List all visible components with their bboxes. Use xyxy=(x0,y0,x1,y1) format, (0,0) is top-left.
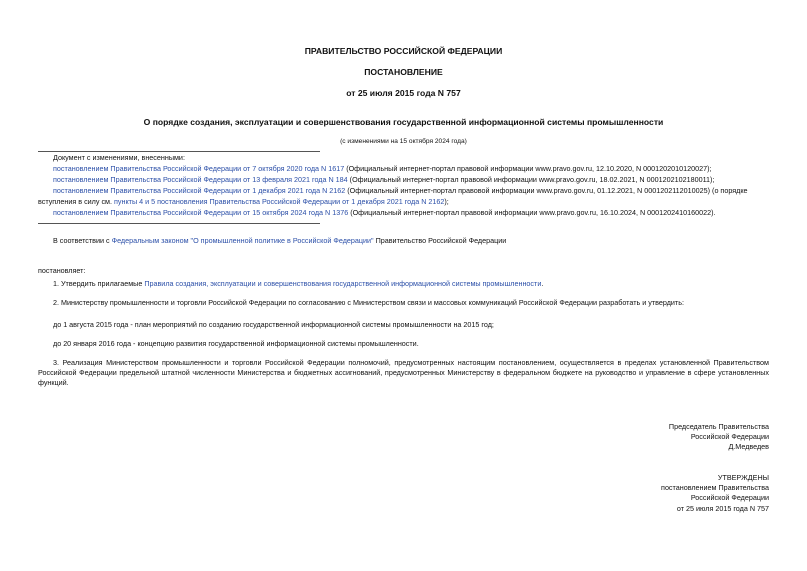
signature-organization: Российской Федерации xyxy=(690,432,769,442)
amendment-wrap-link[interactable]: пункты 4 и 5 постановления Правительства Российской Федерации от 1 декабря 2021 года N 2162 xyxy=(114,197,445,206)
amendments-top-rule xyxy=(38,151,320,152)
paragraph-2b: до 20 января 2016 года - концепцию развития государственной информационной системы промышленности. xyxy=(53,339,419,348)
paragraph-2: 2. Министерству промышленности и торговли Российской Федерации по согласованию с Министерством связи и массовых коммуникаций Российской Федерации разработать и утвердить: xyxy=(53,298,684,307)
legal-basis-prefix: В соответствии с xyxy=(53,236,112,245)
amendment-wrap-suffix: ); xyxy=(444,197,449,206)
amendment-source: (Официальный интернет-портал правовой информации www.pravo.gov.ru, 18.02.2021, N 0001202102180011); xyxy=(347,175,715,184)
resolves-word: постановляет: xyxy=(38,266,86,275)
amendment-item xyxy=(53,164,712,173)
paragraph-1-suffix: . xyxy=(541,279,544,288)
approval-block xyxy=(661,473,769,514)
amendments-intro: Документ с изменениями, внесенными: xyxy=(53,153,185,162)
legal-basis-suffix: Правительство Российской Федерации xyxy=(373,236,507,245)
approval-date-number: от 25 июля 2015 года N 757 xyxy=(676,503,769,513)
amendment-source: (Официальный интернет-портал правовой информации www.pravo.gov.ru, 12.10.2020, N 0001202010120027); xyxy=(344,164,712,173)
amendment-item xyxy=(53,208,716,217)
document-type: ПОСТАНОВЛЕНИЕ xyxy=(364,67,443,77)
amendment-item xyxy=(53,175,714,184)
amendment-source: (Официальный интернет-портал правовой информации www.pravo.gov.ru, 16.10.2024, N 0001202410160022). xyxy=(348,208,716,217)
legal-basis xyxy=(53,236,506,245)
paragraph-1-prefix: 1. Утвердить прилагаемые xyxy=(53,279,145,288)
approval-organization: Российской Федерации xyxy=(690,493,769,503)
paragraph-3: 3. Реализация Министерством промышленности и торговли Российской Федерации полномочий, предусмотренных настоящим постановлением, осуществляется в пределах установленной Правительством Российской Федерации предельной штатной численности Министерства и бюджетных ассигнований, предусмотренных Министерству в федеральном бюджете на руководство и управление в сфере установленных функций. xyxy=(38,358,769,388)
amendment-source: (Официальный интернет-портал правовой информации www.pravo.gov.ru, 01.12.2021, N 0001202112010025) (о порядке xyxy=(345,186,748,195)
amendment-link[interactable]: постановлением Правительства Российской Федерации от 13 февраля 2021 года N 184 xyxy=(53,175,348,184)
amendment-link[interactable]: постановлением Правительства Российской Федерации от 1 декабря 2021 года N 2162 xyxy=(53,186,346,195)
paragraph-1 xyxy=(53,279,543,288)
approval-heading: УТВЕРЖДЕНЫ xyxy=(717,473,769,482)
amendment-item xyxy=(53,186,748,195)
paragraph-2a: до 1 августа 2015 года - план мероприятий по созданию государственной информационной системы промышленности на 2015 год; xyxy=(53,320,494,329)
signature-block xyxy=(669,422,769,453)
federal-law-link[interactable]: Федеральным законом "О промышленной политике в Российской Федерации" xyxy=(111,236,374,245)
document-title: О порядке создания, эксплуатации и совершенствования государственной информационной системы промышленности xyxy=(143,117,664,127)
government-heading: ПРАВИТЕЛЬСТВО РОССИЙСКОЙ ФЕДЕРАЦИИ xyxy=(304,46,503,56)
revision-note: (с изменениями на 15 октября 2024 года) xyxy=(340,138,467,145)
signature-name: Д.Медведев xyxy=(728,442,769,452)
amendment-item-continuation xyxy=(38,197,449,206)
amendment-link[interactable]: постановлением Правительства Российской Федерации от 15 октября 2024 года N 1376 xyxy=(53,208,349,217)
approval-by: постановлением Правительства xyxy=(661,483,769,493)
amendments-bottom-rule xyxy=(38,223,320,224)
signature-position: Председатель Правительства xyxy=(668,422,769,431)
document-date-number: от 25 июля 2015 года N 757 xyxy=(346,88,461,98)
rules-link[interactable]: Правила создания, эксплуатации и совершенствования государственной информационной системы промышленности xyxy=(144,279,542,288)
amendment-link[interactable]: постановлением Правительства Российской Федерации от 7 октября 2020 года N 1617 xyxy=(53,164,345,173)
amendment-wrap-prefix: вступления в силу см. xyxy=(38,197,114,206)
